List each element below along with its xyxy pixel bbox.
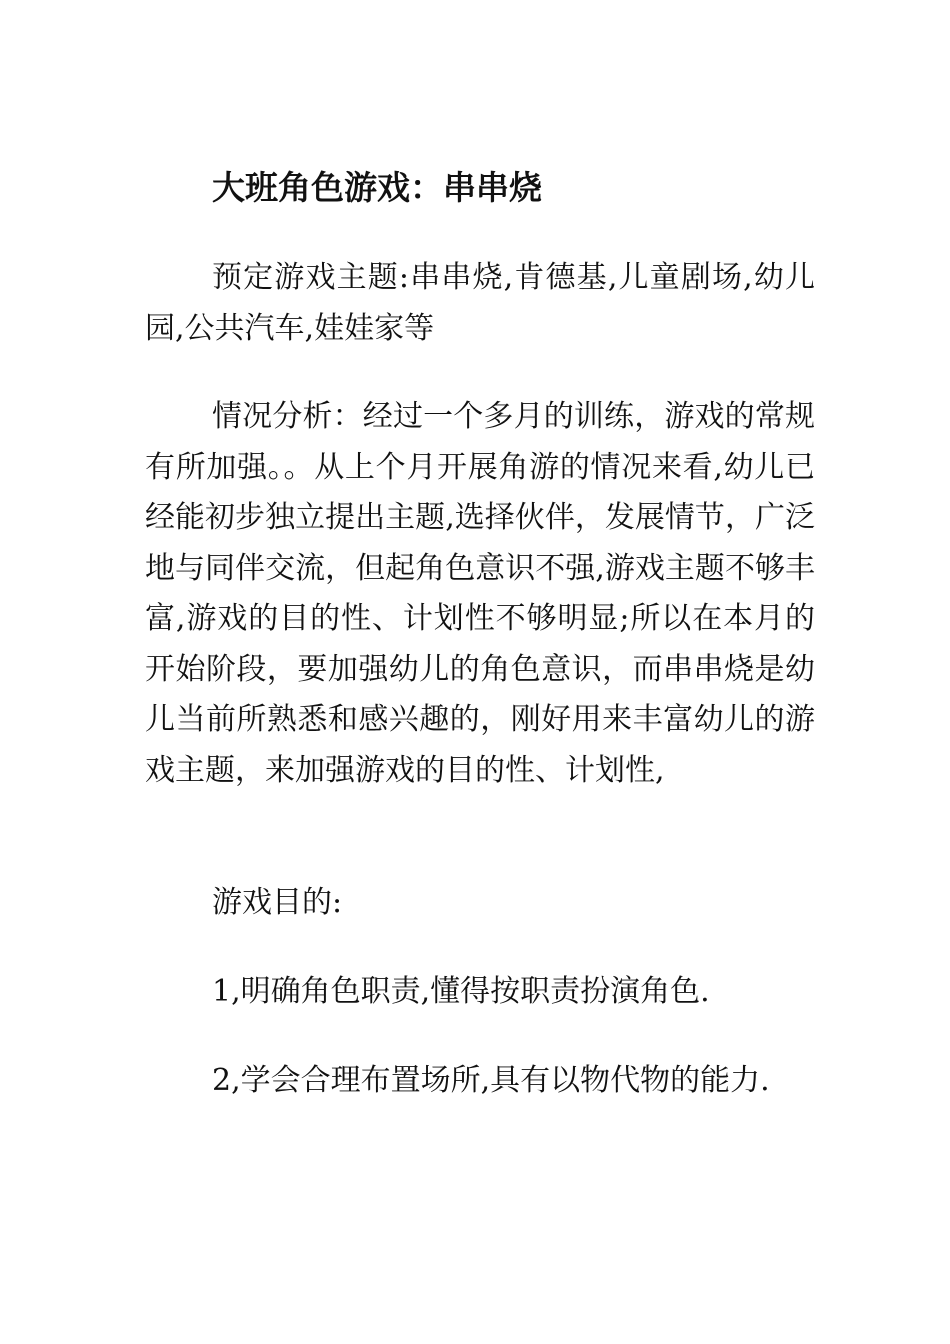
- themes-paragraph: 预定游戏主题:串串烧,肯德基,儿童剧场,幼儿园,公共汽车,娃娃家等: [145, 260, 815, 346]
- analysis-paragraph: 情况分析：经过一个多月的训练，游戏的常规有所加强。。从上个月开展角游的情况来看,幼儿已经能初步独立提出主题,选择伙伴，发展情节，广泛地与同伴交流，但起角色意识不强,游戏主题不够丰富,游戏的目的性、计划性不够明显;所以在本月的开始阶段，要加强幼儿的角色意识，而串串烧是幼儿当前所熟悉和感兴趣的，刚好用来丰富幼儿的游戏主题，来加强游戏的目的性、计划性,: [145, 399, 815, 788]
- goal-item-1: 1,明确角色职责,懂得按职责扮演角色.: [212, 974, 710, 1009]
- document-title: 大班角色游戏：串串烧: [212, 168, 542, 207]
- goal-item-2: 2,学会合理布置场所,具有以物代物的能力.: [212, 1063, 770, 1098]
- goals-heading: 游戏目的:: [212, 885, 343, 920]
